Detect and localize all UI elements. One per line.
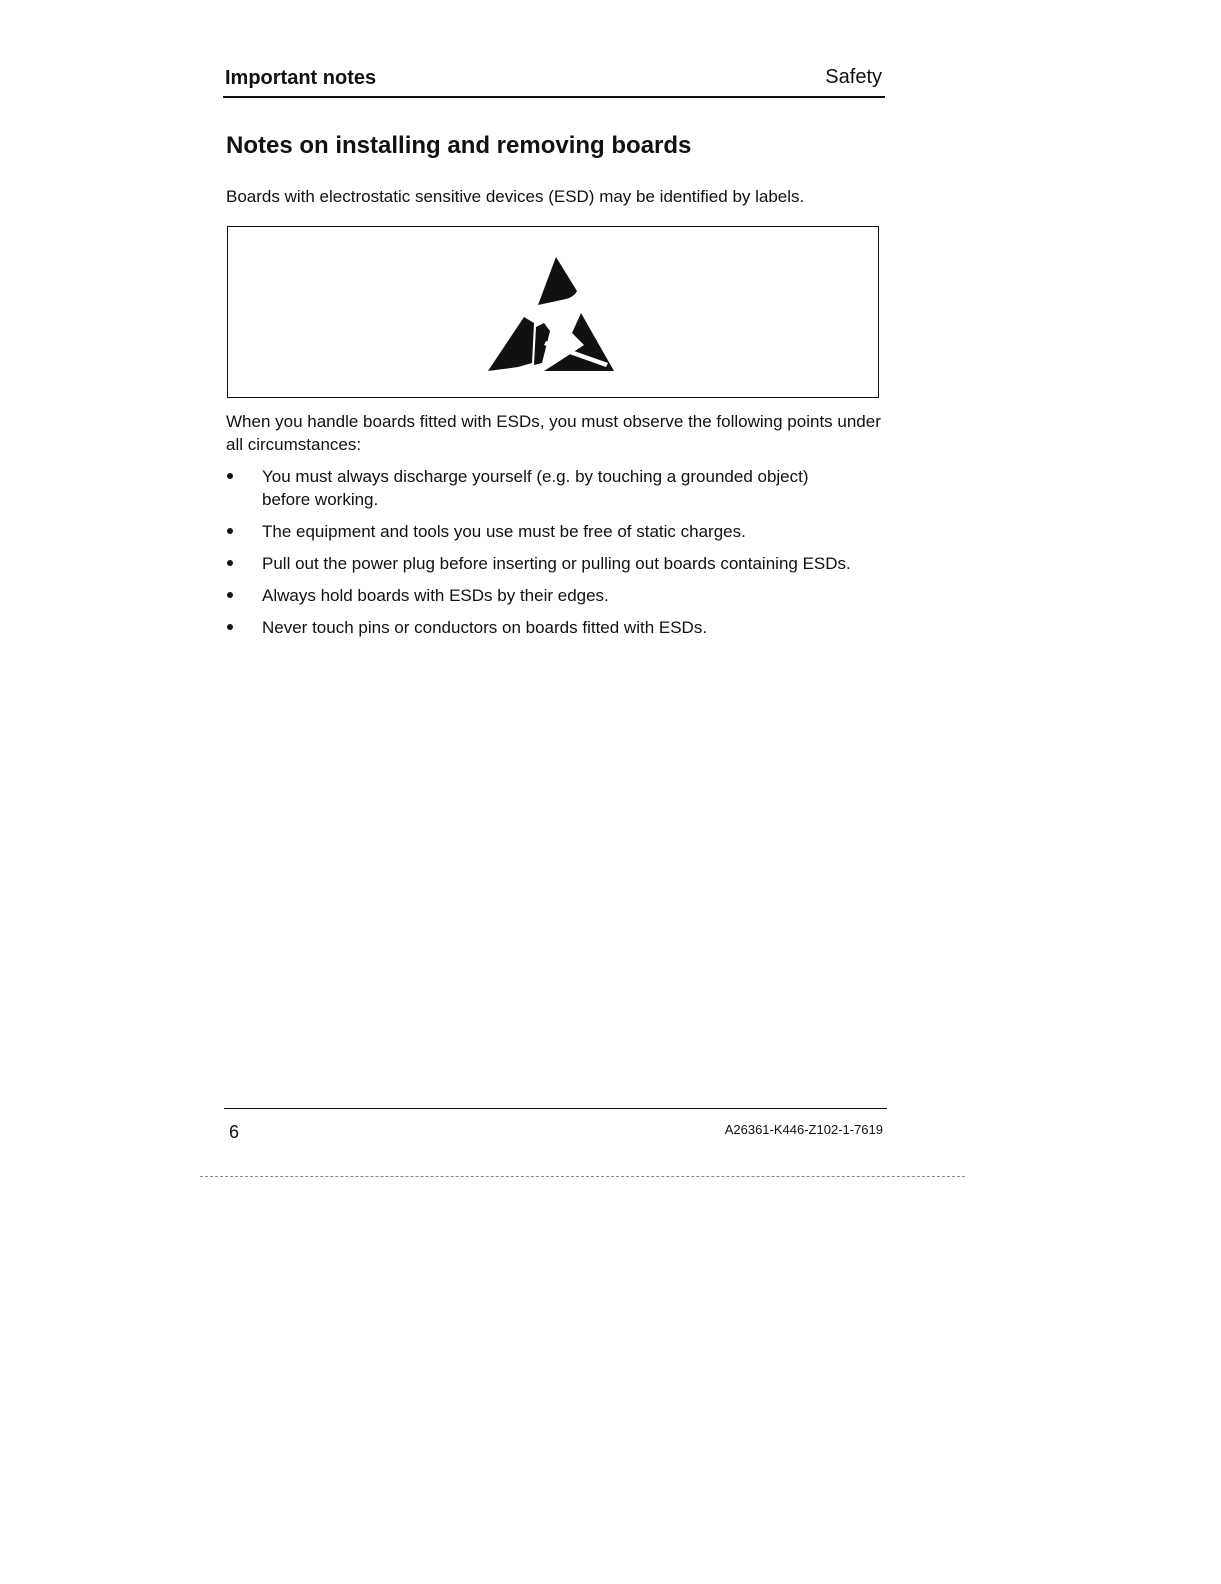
header-topic: Safety	[825, 66, 882, 88]
bullet-icon	[227, 592, 233, 598]
list-item	[226, 584, 886, 607]
document-code: A26361-K446-Z102-1-7619	[724, 1122, 883, 1137]
bullet-icon	[227, 473, 233, 479]
bullet-icon	[227, 560, 233, 566]
footer-divider	[224, 1108, 887, 1109]
list-item	[226, 552, 886, 575]
bullet-icon	[227, 624, 233, 630]
scan-edge-line	[200, 1176, 965, 1177]
list-item-text: Always hold boards with ESDs by their edges.	[262, 586, 609, 605]
list-item-text: Never touch pins or conductors on boards fitted with ESDs.	[262, 618, 708, 637]
list-item	[226, 616, 886, 639]
instructions-lead: When you handle boards fitted with ESDs, you must observe the following points under all circumstances:	[226, 412, 881, 454]
intro-paragraph: Boards with electrostatic sensitive devices (ESD) may be identified by labels.	[226, 187, 805, 206]
list-item-text: You must always discharge yourself (e.g. by touching a grounded object) before working.	[262, 467, 809, 509]
list-item-text: The equipment and tools you use must be free of static charges.	[262, 522, 746, 541]
esd-warning-icon	[486, 253, 616, 375]
header-divider	[223, 96, 885, 98]
esd-handling-list	[226, 465, 886, 648]
header-section-title: Important notes	[225, 67, 377, 89]
page-number: 6	[229, 1122, 240, 1142]
page-title: Notes on installing and removing boards	[226, 132, 692, 159]
bullet-icon	[227, 528, 233, 534]
list-item	[226, 465, 886, 511]
list-item	[226, 520, 886, 543]
list-item-text: Pull out the power plug before inserting or pulling out boards containing ESDs.	[262, 554, 851, 573]
